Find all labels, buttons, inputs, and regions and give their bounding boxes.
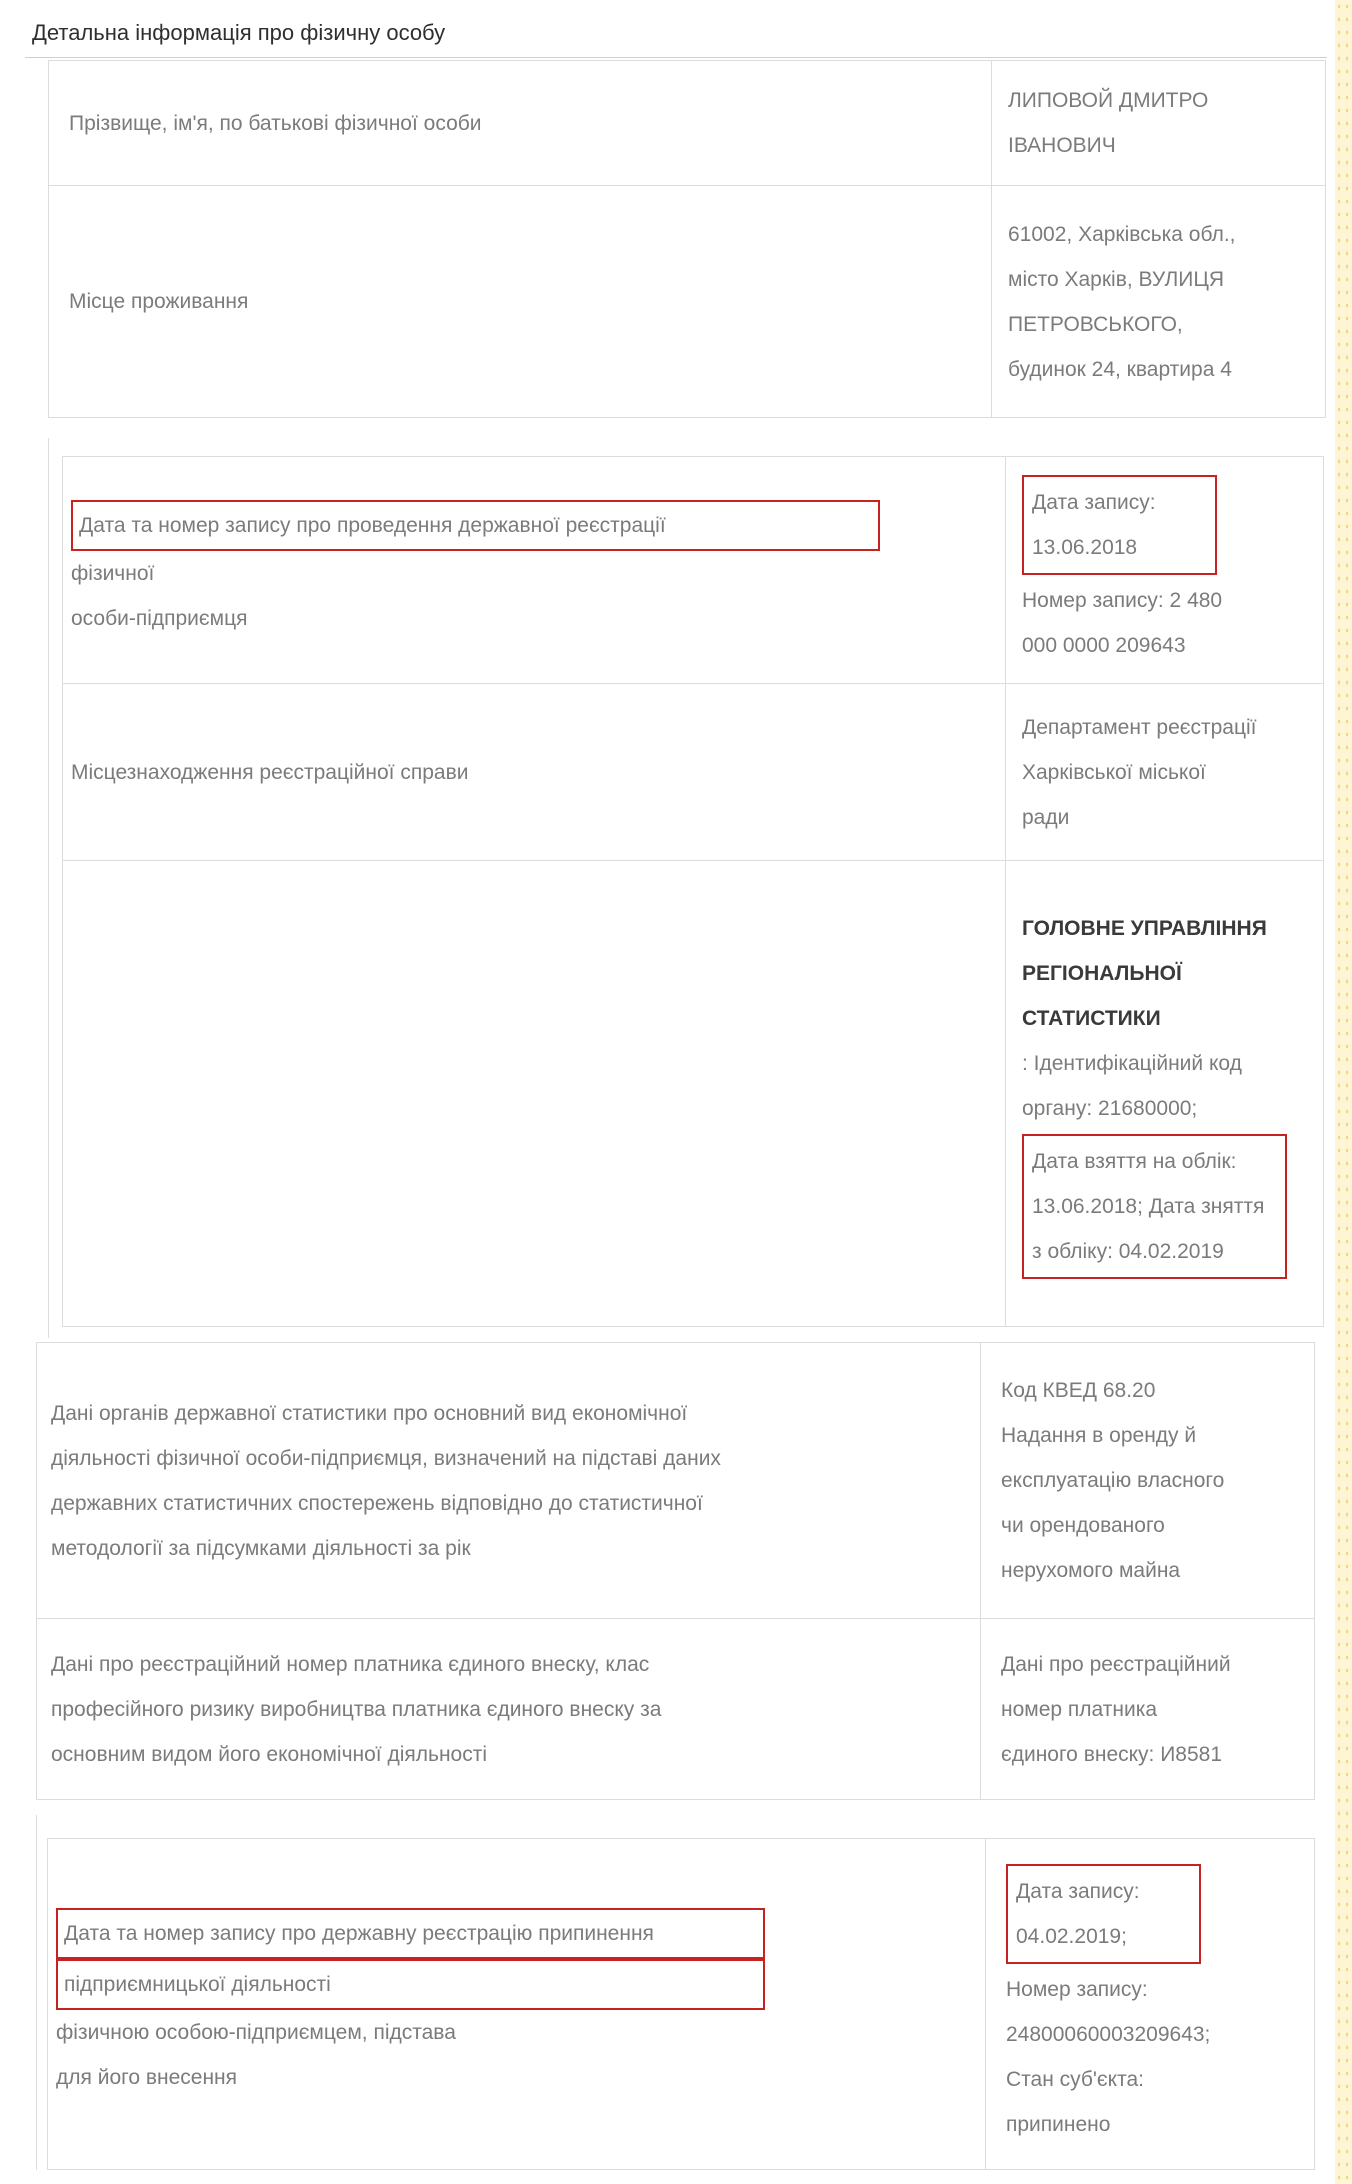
value-statistics-authority (1006, 861, 1323, 1326)
label-registration-record (63, 457, 1006, 684)
text-line (51, 1642, 765, 1687)
text-part: професійного ризику виробництва платника єдиного внеску за (51, 1697, 662, 1721)
title-divider (25, 57, 1327, 58)
value-contribution-number (981, 1619, 1314, 1799)
label-contribution-number (37, 1619, 981, 1799)
text-part: експлуатацію власного (1001, 1469, 1225, 1492)
text-line (56, 2055, 765, 2100)
text-line (1006, 2102, 1276, 2147)
highlight-box: Дата взяття на облік: 13.06.2018; Дата зняття з обліку: 04.02.2019 (1022, 1134, 1287, 1279)
text-line (1001, 1642, 1253, 1687)
highlight-box: Дата запису: 13.06.2018 (1022, 475, 1217, 575)
main-info-table (48, 60, 1326, 418)
text-part: Департамент реєстрації (1022, 715, 1257, 739)
text-line (1001, 1548, 1253, 1593)
page-title: Детальна інформація про фізичну особу (32, 20, 446, 45)
text-part: фізичною особою-підприємцем, підстава (56, 2021, 456, 2044)
text-part: Дані про реєстраційний номер платника єдиного внеску, клас (51, 1652, 650, 1676)
text-part: єдиного внеску: И8581 (1001, 1742, 1223, 1766)
text-part: Дані про реєстраційний (1001, 1652, 1231, 1676)
section-outer-border (48, 438, 49, 1338)
highlight-box: Дата та номер запису про проведення державної реєстрації (71, 500, 880, 551)
label-fullname: Прізвище, ім'я, по батькові фізичної особи (49, 61, 992, 186)
text-line (1001, 1503, 1253, 1548)
text-part: Номер запису: 2 480 (1022, 589, 1223, 612)
text-part: нерухомого майна (1001, 1559, 1181, 1582)
text-part: : Ідентифікаційний код органу: 21680000; (1022, 1051, 1242, 1120)
highlight-box: підприємницької діяльності (56, 1959, 765, 2010)
label-empty (63, 861, 1006, 1326)
text-line (1008, 212, 1288, 257)
text-line (1008, 347, 1288, 392)
text-line (51, 1687, 765, 1732)
text-line (51, 1391, 765, 1436)
text-part: Стан суб'єкта: (1006, 2068, 1144, 2091)
text-line (1008, 123, 1288, 168)
text-part: ЛИПОВОЙ ДМИТРО (1008, 89, 1209, 112)
text-part: чи орендованого (1001, 1514, 1165, 1537)
text-line (1001, 1458, 1253, 1503)
text-part: ради (1022, 805, 1070, 829)
text-part: діяльності фізичної особи-підприємця, визначений на підставі даних (51, 1446, 721, 1470)
page-edge-decoration (1335, 0, 1352, 2184)
text-part: державних статистичних спостережень відповідно до статистичної (51, 1491, 703, 1515)
text-line (1006, 2057, 1276, 2102)
value-case-location (1006, 684, 1323, 861)
text-line (1001, 1687, 1253, 1732)
text-line (1006, 1861, 1276, 1967)
value-registration-record (1006, 457, 1323, 684)
text-line (1022, 795, 1287, 840)
value-kved-code (981, 1343, 1314, 1619)
text-part: Номер запису: (1006, 1978, 1148, 2001)
text-part: Харківської міської (1022, 760, 1206, 784)
registration-table (62, 456, 1324, 1327)
text-part: основним видом його економічної діяльності (51, 1742, 488, 1766)
termination-table (47, 1838, 1315, 2170)
authority-name: ГОЛОВНЕ УПРАВЛІННЯ РЕГІОНАЛЬНОЇ СТАТИСТИКИ (1022, 916, 1267, 1030)
section-outer-border (36, 1815, 37, 2170)
text-part: Надання в оренду й (1001, 1424, 1197, 1447)
text-line (1022, 578, 1287, 623)
text-line (1022, 750, 1287, 795)
highlight-box: Дата та номер запису про державну реєстрацію припинення (56, 1908, 765, 1959)
text-line (51, 1526, 765, 1571)
text-part: Дані органів державної статистики про основний вид економічної (51, 1401, 688, 1425)
text-part: Код КВЕД 68.20 (1001, 1379, 1156, 1402)
text-line (1001, 1368, 1253, 1413)
text-part: особи-підприємця (71, 606, 248, 630)
text-part: 000 0000 209643 (1022, 634, 1186, 657)
text-line (1022, 705, 1287, 750)
text-line (1006, 1967, 1276, 2012)
value-residence (992, 186, 1325, 417)
text-part: ПЕТРОВСЬКОГО, (1008, 312, 1183, 336)
text-part: для його внесення (56, 2066, 238, 2089)
text-line (1008, 78, 1288, 123)
value-fullname (992, 61, 1325, 186)
highlight-box: Дата запису: 04.02.2019; (1006, 1864, 1201, 1964)
text-line (1008, 257, 1288, 302)
text-line (1022, 472, 1287, 578)
text-part: будинок 24, квартира 4 (1008, 357, 1232, 381)
statistics-table (36, 1342, 1315, 1800)
text-part: методології за підсумками діяльності за рік (51, 1536, 471, 1560)
text-line (71, 596, 880, 641)
text-line (1006, 2012, 1276, 2057)
text-line (1022, 623, 1287, 668)
text-part: припинено (1006, 2113, 1111, 2136)
label-residence: Місце проживання (49, 186, 992, 417)
label-case-location: Місцезнаходження реєстраційної справи (63, 684, 1006, 861)
text-line (1008, 302, 1288, 347)
text-part: номер платника (1001, 1697, 1158, 1721)
text-line (51, 1481, 765, 1526)
text-line (1022, 1131, 1287, 1282)
text-part: ІВАНОВИЧ (1008, 134, 1116, 157)
text-line (51, 1436, 765, 1481)
text-line (51, 1732, 765, 1777)
value-termination-record (986, 1839, 1314, 2169)
label-termination-record (48, 1839, 986, 2169)
text-part: 61002, Харківська обл., (1008, 222, 1236, 246)
text-part: 24800060003209643; (1006, 2023, 1211, 2046)
text-line (1001, 1413, 1253, 1458)
text-part: місто Харків, ВУЛИЦЯ (1008, 267, 1225, 291)
text-line (1001, 1732, 1253, 1777)
text-part: фізичної (71, 561, 155, 585)
label-economic-activity (37, 1343, 981, 1619)
